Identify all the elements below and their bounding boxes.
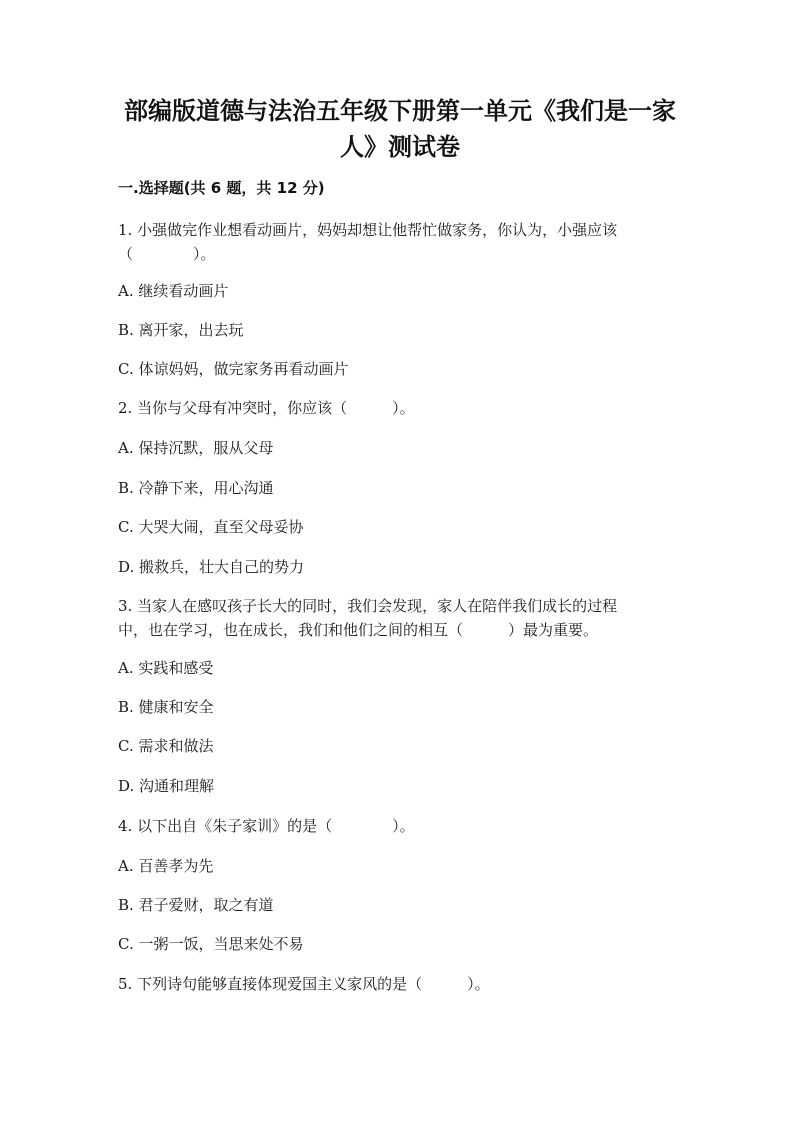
question-4-stem: 4. 以下出自《朱子家训》的是（ ）。 xyxy=(118,817,415,835)
question-4-option-b: B. 君子爱财，取之有道 xyxy=(118,896,274,914)
question-2-stem: 2. 当你与父母有冲突时，你应该（ ）。 xyxy=(118,399,415,417)
question-3-option-d: D. 沟通和理解 xyxy=(118,777,215,795)
question-2-option-c: C. 大哭大闹，直至父母妥协 xyxy=(118,518,304,536)
question-2-option-b: B. 冷静下来，用心沟通 xyxy=(118,479,274,497)
question-2-option-a: A. 保持沉默，服从父母 xyxy=(118,439,274,457)
question-3-stem: 3. 当家人在感叹孩子长大的同时，我们会发现，家人在陪伴我们成长的过程 xyxy=(118,597,618,615)
question-3-option-c: C. 需求和做法 xyxy=(118,737,214,755)
question-3-option-a: A. 实践和感受 xyxy=(118,659,214,677)
question-3-option-b: B. 健康和安全 xyxy=(118,698,214,716)
question-1-option-b: B. 离开家，出去玩 xyxy=(118,321,244,339)
question-5-stem: 5. 下列诗句能够直接体现爱国主义家风的是（ ）。 xyxy=(118,975,490,993)
section-heading: 一.选择题(共 6 题，共 12 分) xyxy=(118,179,325,197)
question-1-option-c: C. 体谅妈妈，做完家务再看动画片 xyxy=(118,360,349,378)
question-2-option-d: D. 搬救兵，壮大自己的势力 xyxy=(118,558,305,576)
page-title: 部编版道德与法治五年级下册第一单元《我们是一家人》测试卷 xyxy=(124,97,676,161)
question-3-stem-cont: 中，也在学习，也在成长，我们和他们之间的相互（ ）最为重要。 xyxy=(118,621,599,639)
question-4-option-c: C. 一粥一饭，当思来处不易 xyxy=(118,935,304,953)
question-1-stem: 1. 小强做完作业想看动画片，妈妈却想让他帮忙做家务，你认为，小强应该 xyxy=(118,221,618,239)
question-1-stem-cont: （ ）。 xyxy=(118,245,216,263)
question-4-option-a: A. 百善孝为先 xyxy=(118,857,214,875)
question-1-option-a: A. 继续看动画片 xyxy=(118,282,229,300)
